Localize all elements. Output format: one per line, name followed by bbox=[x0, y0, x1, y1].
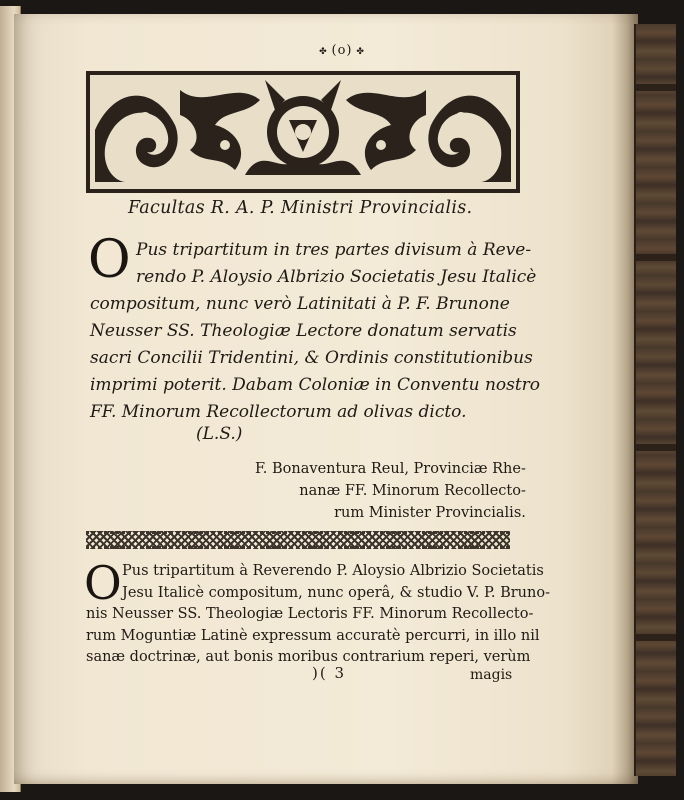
paragraph-line: Pus tripartitum à Reverendo P. Aloysio Albrizio Societatis bbox=[122, 563, 544, 579]
catchword: magis bbox=[470, 667, 513, 683]
paragraph-line: rendo P. Aloysio Albrizio Societatis Jesu Italicè bbox=[136, 267, 537, 287]
paragraph-line: imprimi poterit. Dabam Coloniæ in Conventu nostro bbox=[90, 375, 541, 395]
paragraph-line: rum Moguntiæ Latinè expressum accuratè percurri, in illo nil bbox=[86, 627, 540, 644]
paragraph-line: FF. Minorum Recollectorum ad olivas dicto. bbox=[90, 402, 467, 422]
paragraph-line: Pus tripartitum in tres partes divisum à Reve- bbox=[136, 240, 532, 260]
book-spine-leather bbox=[634, 24, 676, 776]
locus-sigilli: (L.S.) bbox=[196, 424, 243, 444]
signature-line: F. Bonaventura Reul, Provinciæ Rhe- bbox=[255, 461, 526, 477]
faculty-heading: Facultas R. A. P. Ministri Provincialis. bbox=[128, 198, 473, 218]
woodcut-headpiece-ornament bbox=[85, 70, 521, 194]
paragraph-line: sacri Concilii Tridentini, & Ordinis constitutionibus bbox=[90, 348, 533, 368]
paragraph-line: Jesu Italicè compositum, nunc operâ, & studio V. P. Bruno- bbox=[122, 584, 550, 601]
signature-line: nanæ FF. Minorum Recollecto- bbox=[299, 483, 526, 499]
paragraph-line: nis Neusser SS. Theologiæ Lectoris FF. Minorum Recollecto- bbox=[86, 606, 534, 622]
signature-block bbox=[255, 458, 526, 524]
drop-cap-initial: O bbox=[88, 230, 131, 290]
signature-mark: )( 3 bbox=[312, 664, 347, 682]
folio-number: ✤ (o) ✤ bbox=[319, 43, 365, 58]
paragraph-line: Neusser SS. Theologiæ Lectore donatum servatis bbox=[90, 321, 517, 341]
paragraph-line: sanæ doctrinæ, aut bonis moribus contrarium reperi, verùm bbox=[86, 649, 531, 665]
approbation-paragraph bbox=[84, 556, 550, 669]
drop-cap-initial: O bbox=[84, 556, 122, 610]
faculty-paragraph bbox=[90, 237, 540, 426]
paragraph-line: compositum, nunc verò Latinitati à P. F. Brunone bbox=[90, 294, 510, 314]
signature-line: rum Minister Provincialis. bbox=[334, 505, 526, 521]
fleuron-divider bbox=[86, 531, 510, 549]
